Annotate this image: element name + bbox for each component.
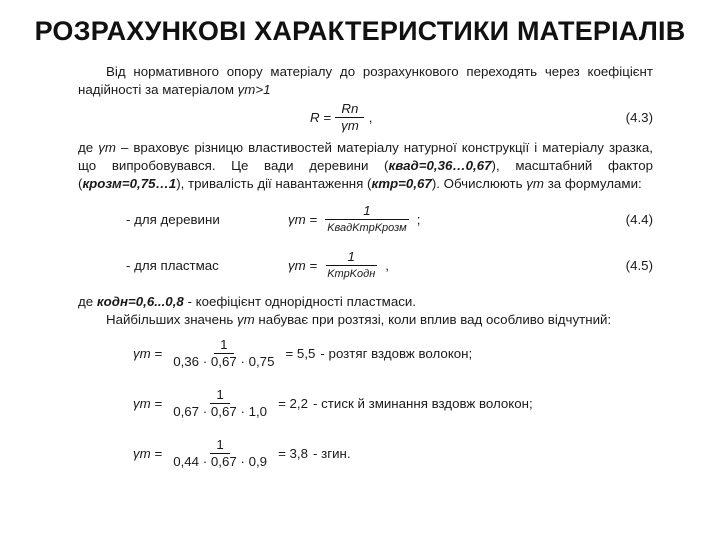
eq43-fraction [335, 101, 365, 134]
eq44-number: (4.4) [625, 212, 653, 227]
calc-numerator: 1 [214, 337, 233, 354]
k-vad-range: квад=0,36…0,67 [388, 158, 492, 173]
calc-result: = 2,2 [278, 395, 309, 411]
calc-note: - розтяг вздовж волокон; [320, 345, 473, 361]
k-tr-value: ктр=0,67 [371, 176, 432, 191]
kodn-prefix: де [78, 294, 97, 309]
calc-numerator: 1 [210, 387, 229, 404]
calc-lhs: γm = [133, 345, 163, 361]
eq43-number: (4.3) [625, 110, 653, 125]
slide-body [78, 63, 653, 483]
calc-denominator: 0,44 · 0,67 · 0,9 [173, 454, 268, 469]
explain-text-1: де [78, 140, 99, 155]
calc-denominator: 0,67 · 0,67 · 1,0 [173, 404, 268, 419]
explain-text-6: за формулами: [544, 176, 642, 191]
calc-result: = 5,5 [285, 345, 316, 361]
eq43-lhs: R = [310, 109, 332, 125]
explain-text-5: ). Обчислюють [431, 176, 527, 191]
calc-fraction [167, 437, 273, 470]
max-tail: набуває при розтязі, коли вплив вад особливо відчутний: [254, 312, 612, 327]
gamma-symbol: γm [98, 140, 116, 155]
slide-title: РОЗРАХУНКОВІ ХАРАКТЕРИСТИКИ МАТЕРІАЛІВ [34, 16, 686, 46]
eq44-denominator: KвадKтрKрозм [327, 222, 407, 234]
calc-lhs: γm = [133, 445, 163, 461]
calc-fraction [167, 387, 273, 420]
eq45-sep: , [385, 257, 389, 273]
explain-text-2: – враховує різницю властивостей матеріалу натурної конструкції і матеріалу зразка, що випробовувався. Це вади деревини ( [78, 140, 653, 173]
eq45-fraction [321, 249, 381, 282]
calc-lhs: γm = [133, 395, 163, 411]
calc-note: - стиск й зминання вздовж волокон; [313, 395, 533, 411]
equation-4-4 [78, 199, 653, 247]
eq45-denominator: KтрKодн [327, 268, 376, 280]
explain-paragraph [78, 139, 653, 193]
max-paragraph [78, 311, 653, 329]
eq44-label: - для деревини [126, 212, 220, 227]
eq45-number: (4.5) [625, 258, 653, 273]
k-rozm-range: крозм=0,75…1 [82, 176, 177, 191]
gamma-symbol: γm [526, 176, 545, 191]
eq43-denominator: γm [341, 118, 359, 133]
calc-note: - згин. [313, 445, 351, 461]
eq43-numerator: Rn [335, 101, 364, 118]
calc-row [78, 383, 653, 433]
explain-text-3: ), масштабний фактор ( [78, 158, 654, 191]
explain-text-4: ), тривалість дії навантаження ( [176, 176, 372, 191]
calc-fraction [167, 337, 280, 370]
kodn-paragraph [78, 293, 653, 311]
eq45-lhs: γm = [288, 257, 318, 273]
eq45-label: - для пластмас [126, 258, 219, 273]
intro-tail: >1 [255, 82, 271, 97]
calc-row [78, 433, 653, 483]
eq44-sep: ; [416, 211, 421, 227]
eq43-sep: , [368, 109, 373, 125]
eq45-numerator: 1 [326, 249, 377, 266]
calc-denominator: 0,36 · 0,67 · 0,75 [173, 354, 275, 369]
calc-result: = 3,8 [278, 445, 309, 461]
gamma-symbol: γm [236, 312, 255, 327]
eq44-fraction [321, 203, 413, 236]
eq44-lhs: γm = [288, 211, 318, 227]
equation-4-3 [78, 99, 653, 139]
intro-paragraph [78, 63, 653, 99]
k-odn-range: кодн=0,6...0,8 [96, 294, 184, 309]
gamma-symbol: γm [237, 82, 256, 97]
calc-row [78, 333, 653, 383]
kodn-text: - коефіцієнт однорідності пластмаси. [183, 294, 416, 309]
calc-numerator: 1 [210, 437, 229, 454]
max-text: Найбільших значень [106, 312, 237, 327]
intro-text: Від нормативного опору матеріалу до розрахункового переходять через коефіцієнт надійності за матеріалом [78, 64, 653, 97]
equation-4-5 [78, 247, 653, 293]
eq44-numerator: 1 [325, 203, 408, 220]
